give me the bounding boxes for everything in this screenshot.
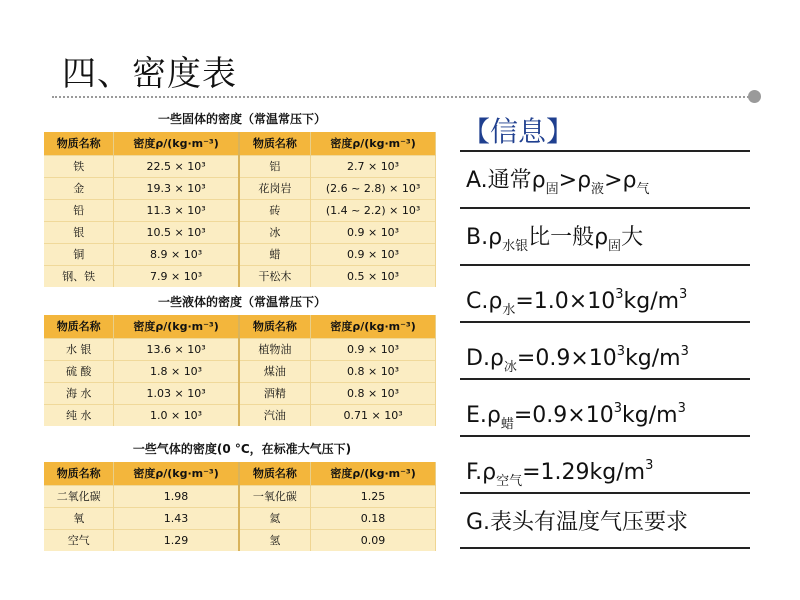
- table-cell: 冰: [239, 221, 311, 243]
- table-cell: 0.18: [311, 507, 436, 529]
- info-text: B.ρ: [466, 225, 503, 250]
- header-cell: 密度ρ/(kg·m⁻³): [311, 132, 436, 155]
- table-row: [44, 507, 436, 529]
- info-text: >ρ: [604, 168, 637, 193]
- solid-table-caption: 一些固体的密度（常温常压下）: [157, 112, 326, 126]
- info-subscript: 液: [591, 182, 605, 197]
- table-row: [44, 177, 436, 199]
- info-text: 大: [621, 225, 644, 250]
- table-cell: 0.8 × 10³: [311, 382, 436, 404]
- header-cell: 密度ρ/(kg·m⁻³): [114, 462, 239, 485]
- table-cell: 花岗岩: [239, 177, 311, 199]
- table-cell: 铅: [44, 199, 114, 221]
- info-subscript: 固: [608, 239, 622, 254]
- info-text: 比一般ρ: [528, 225, 609, 250]
- table-cell: 酒精: [239, 382, 311, 404]
- table-row: [44, 221, 436, 243]
- header-cell: 物质名称: [239, 315, 311, 338]
- table-cell: 空气: [44, 529, 114, 551]
- header-cell: 物质名称: [239, 132, 311, 155]
- info-text: D.ρ: [466, 346, 504, 371]
- table-cell: 海 水: [44, 382, 114, 404]
- info-text: C.ρ: [466, 289, 503, 314]
- info-superscript: 3: [679, 287, 688, 302]
- table-cell: (2.6 ~ 2.8) × 10³: [311, 177, 436, 199]
- info-subscript: 水银: [502, 239, 529, 254]
- info-text: kg/m: [625, 346, 681, 371]
- info-superscript: 3: [680, 344, 689, 359]
- info-text: G.表头有温度气压要求: [466, 510, 689, 535]
- table-cell: 0.5 × 10³: [311, 265, 436, 287]
- slide-title: 四、密度表: [62, 54, 237, 94]
- table-cell: 8.9 × 10³: [114, 243, 239, 265]
- header-cell: 物质名称: [239, 462, 311, 485]
- table-cell: 铁: [44, 155, 114, 177]
- table-cell: 0.8 × 10³: [311, 360, 436, 382]
- info-subscript: 水: [502, 303, 516, 318]
- info-superscript: 3: [645, 458, 654, 473]
- table-cell: 植物油: [239, 338, 311, 360]
- table-cell: 纯 水: [44, 404, 114, 426]
- table-cell: 钢、铁: [44, 265, 114, 287]
- density-tables: [44, 104, 440, 551]
- info-heading: 【信息】: [462, 115, 575, 148]
- table-cell: 一氧化碳: [239, 485, 311, 507]
- info-superscript: 3: [677, 401, 686, 416]
- table-cell: 19.3 × 10³: [114, 177, 239, 199]
- table-cell: 0.71 × 10³: [311, 404, 436, 426]
- table-cell: 1.8 × 10³: [114, 360, 239, 382]
- table-row: [44, 199, 436, 221]
- table-cell: 0.9 × 10³: [311, 221, 436, 243]
- info-superscript: 3: [615, 287, 624, 302]
- table-row: [44, 485, 436, 507]
- table-cell: 汽油: [239, 404, 311, 426]
- info-subscript: 气: [636, 182, 650, 197]
- info-text: =0.9×10: [513, 403, 614, 428]
- table-cell: 11.3 × 10³: [114, 199, 239, 221]
- table-cell: 13.6 × 10³: [114, 338, 239, 360]
- info-item-g: [460, 492, 750, 549]
- header-cell: 物质名称: [44, 315, 114, 338]
- gas-table-caption: 一些气体的密度(0 °C，在标准大气压下): [132, 442, 352, 456]
- table-cell: 7.9 × 10³: [114, 265, 239, 287]
- info-text: A.通常ρ: [466, 168, 546, 193]
- table-cell: 银: [44, 221, 114, 243]
- table-cell: 硫 酸: [44, 360, 114, 382]
- table-row: [44, 382, 436, 404]
- solid-density-table: [44, 132, 436, 287]
- dotted-divider: [52, 96, 752, 98]
- table-cell: 1.98: [114, 485, 239, 507]
- table-cell: 二氧化碳: [44, 485, 114, 507]
- info-item-c: [460, 264, 750, 321]
- table-cell: 干松木: [239, 265, 311, 287]
- table-cell: 10.5 × 10³: [114, 221, 239, 243]
- info-text: E.ρ: [466, 403, 501, 428]
- info-subscript: 空气: [496, 474, 523, 489]
- gas-density-table: [44, 462, 436, 551]
- header-cell: 密度ρ/(kg·m⁻³): [114, 315, 239, 338]
- table-cell: 金: [44, 177, 114, 199]
- header-cell: 物质名称: [44, 462, 114, 485]
- table-cell: (1.4 ~ 2.2) × 10³: [311, 199, 436, 221]
- table-cell: 1.43: [114, 507, 239, 529]
- header-cell: 密度ρ/(kg·m⁻³): [114, 132, 239, 155]
- table-cell: 2.7 × 10³: [311, 155, 436, 177]
- table-cell: 蜡: [239, 243, 311, 265]
- info-item-d: [460, 321, 750, 378]
- table-cell: 水 银: [44, 338, 114, 360]
- info-item-f: [460, 435, 750, 492]
- header-cell: 密度ρ/(kg·m⁻³): [311, 462, 436, 485]
- table-cell: 1.29: [114, 529, 239, 551]
- table-cell: 氢: [239, 529, 311, 551]
- info-subscript: 固: [545, 182, 559, 197]
- table-row: [44, 265, 436, 287]
- table-cell: 1.0 × 10³: [114, 404, 239, 426]
- liquid-table-caption: 一些液体的密度（常温常压下）: [157, 295, 326, 309]
- info-text: F.ρ: [466, 460, 497, 485]
- table-cell: 1.03 × 10³: [114, 382, 239, 404]
- header-cell: 密度ρ/(kg·m⁻³): [311, 315, 436, 338]
- table-row: [44, 529, 436, 551]
- liquid-density-table: [44, 315, 436, 426]
- table-cell: 砖: [239, 199, 311, 221]
- info-text: kg/m: [623, 289, 680, 314]
- info-text: =1.29kg/m: [522, 460, 646, 485]
- table-cell: 22.5 × 10³: [114, 155, 239, 177]
- table-cell: 0.09: [311, 529, 436, 551]
- info-item-a: [460, 150, 750, 207]
- info-text: kg/m: [622, 403, 678, 428]
- header-cell: 物质名称: [44, 132, 114, 155]
- info-text: >ρ: [558, 168, 592, 193]
- info-item-e: [460, 378, 750, 435]
- table-cell: 氦: [239, 507, 311, 529]
- table-cell: 铝: [239, 155, 311, 177]
- table-row: [44, 360, 436, 382]
- table-cell: 1.25: [311, 485, 436, 507]
- info-list: [460, 150, 750, 549]
- info-superscript: 3: [613, 401, 623, 416]
- table-cell: 煤油: [239, 360, 311, 382]
- table-cell: 0.9 × 10³: [311, 243, 436, 265]
- info-superscript: 3: [616, 344, 626, 359]
- table-row: [44, 404, 436, 426]
- table-cell: 0.9 × 10³: [311, 338, 436, 360]
- divider-end-dot: [748, 90, 761, 103]
- info-text: =1.0×10: [515, 289, 616, 314]
- info-text: =0.9×10: [516, 346, 617, 371]
- table-row: [44, 338, 436, 360]
- table-row: [44, 243, 436, 265]
- table-row: [44, 155, 436, 177]
- info-item-b: [460, 207, 750, 264]
- info-subscript: 冰: [503, 360, 517, 375]
- info-subscript: 蜡: [500, 417, 514, 432]
- table-cell: 氧: [44, 507, 114, 529]
- table-cell: 铜: [44, 243, 114, 265]
